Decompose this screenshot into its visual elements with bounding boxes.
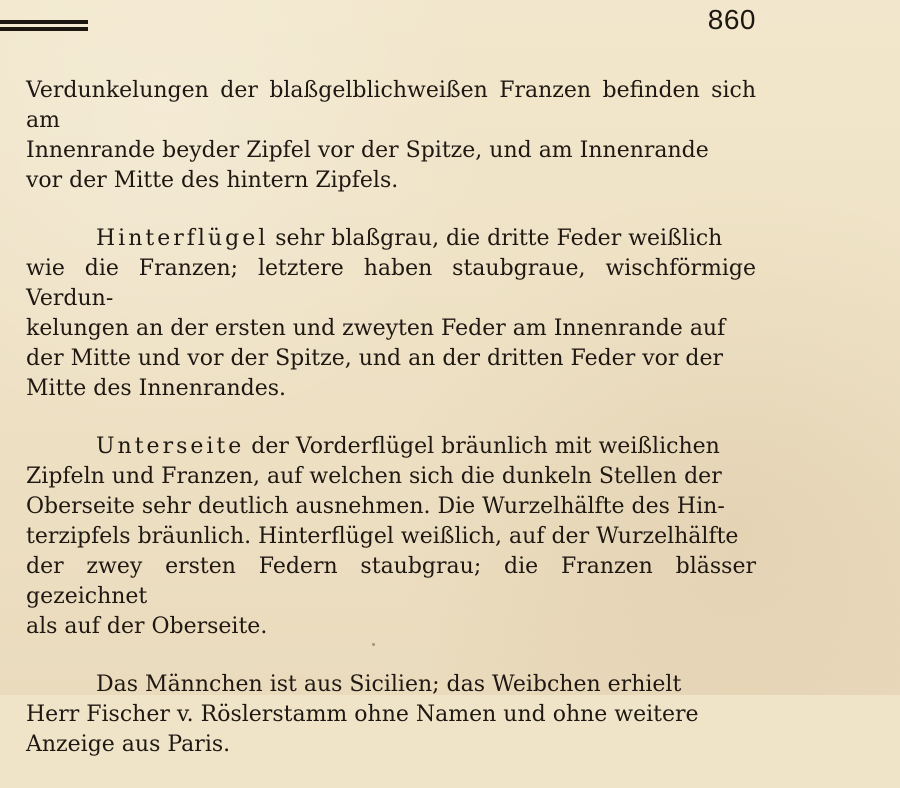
paragraph-4-line-2: Herr Fischer v. Röslerstamm ohne Namen und ohne weitere [26, 702, 699, 727]
paragraph-3 [26, 432, 756, 642]
paragraph-2-lead: Hinterflügel [96, 226, 269, 251]
paragraph-3-lead: Unterseite [96, 434, 245, 459]
paragraph-3-line-2: Zipfeln und Franzen, auf welchen sich die dunkeln Stellen der [26, 464, 722, 489]
paragraph-2-line-1: sehr blaßgrau, die dritte Feder weißlich [268, 226, 723, 251]
paragraph-2-line-4: der Mitte und vor der Spitze, und an der dritten Feder vor der [26, 346, 724, 371]
paragraph-2 [26, 224, 756, 404]
paragraph-1-line-2: Innenrande beyder Zipfel vor der Spitze, und am Innenrande [26, 138, 709, 163]
paragraph-4-line-1: Das Männchen ist aus Sicilien; das Weibchen erhielt [96, 672, 682, 697]
paragraph-2-line-2: wie die Franzen; letztere haben staubgraue, wischförmige Verdun- [26, 256, 756, 311]
paragraph-1-line-3: vor der Mitte des hintern Zipfels. [26, 168, 399, 193]
paragraph-3-line-4: terzipfels bräunlich. Hinterflügel weißlich, auf der Wurzelhälfte [26, 524, 739, 549]
paragraph-4 [26, 670, 756, 760]
paragraph-1 [26, 76, 756, 196]
paragraph-3-line-3: Oberseite sehr deutlich ausnehmen. Die Wurzelhälfte des Hin- [26, 494, 725, 519]
paragraph-4-line-3: Anzeige aus Paris. [26, 732, 231, 757]
paragraph-2-line-3: kelungen an der ersten und zweyten Feder am Innenrande auf [26, 316, 726, 341]
page-number: 860 [707, 4, 756, 35]
header-rule [0, 20, 88, 30]
paragraph-3-line-5: der zwey ersten Federn staubgrau; die Franzen blässer gezeichnet [26, 554, 756, 609]
text-block [26, 76, 756, 788]
paragraph-3-line-6: als auf der Oberseite. [26, 614, 268, 639]
paragraph-3-line-1: der Vorderflügel bräunlich mit weißlichen [244, 434, 720, 459]
paper-speck [372, 643, 375, 646]
paragraph-2-line-5: Mitte des Innenrandes. [26, 376, 287, 401]
paragraph-1-line-1: Verdunkelungen der blaßgelblichweißen Franzen befinden sich am [26, 78, 756, 133]
